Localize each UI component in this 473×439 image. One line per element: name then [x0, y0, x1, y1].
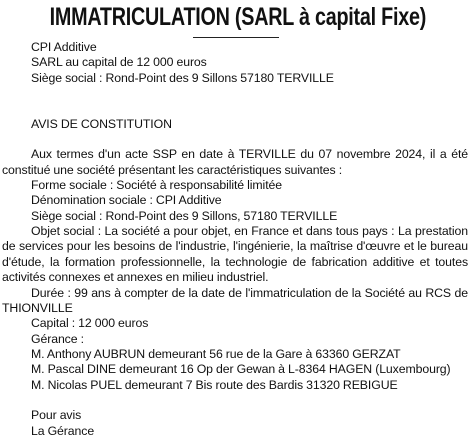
gerance-label: Gérance : [31, 331, 84, 346]
notice-heading: AVIS DE CONSTITUTION [31, 116, 172, 131]
gerant-item: M. Pascal DINE demeurant 16 Op der Gewan à L-8364 HAGEN (Luxembourg) [31, 362, 451, 377]
document-title: IMMATRICULATION (SARL à capital Fixe) [49, 3, 427, 31]
forme-sociale-line: Forme sociale : Société à responsabilité limitée [31, 178, 282, 193]
intro-paragraph: Aux termes d'un acte SSP en date à TERVILLE du 07 novembre 2024, il a été constitué une société présentant les caractéristiques suivantes : [2, 147, 468, 177]
denomination-line: Dénomination sociale : CPI Additive [31, 193, 222, 208]
spacer [2, 86, 468, 101]
legal-notice-body [2, 40, 468, 439]
closing-pour-avis: Pour avis [31, 408, 82, 423]
spacer [2, 101, 468, 116]
title-underline-divider [193, 37, 279, 38]
objet-social-paragraph: Objet social : La société a pour objet, en France et dans tous pays : La prestation de services pour les besoins de l'industrie, l'ingénierie, la maîtrise d'œuvre et le bureau d'étude, la formation professionnelle, la technologie de fabrication additive et toutes activités connexes et annexes en milieu industriel. [2, 224, 468, 285]
capital-line: Capital : 12 000 euros [31, 316, 149, 331]
spacer [2, 132, 468, 147]
header-registered-office: Siège social : Rond-Point des 9 Sillons 57180 TERVILLE [31, 70, 334, 85]
duree-paragraph: Durée : 99 ans à compter de la date de l'immatriculation de la Société au RCS de THIONVILLE [2, 285, 468, 315]
gerant-item: M. Anthony AUBRUN demeurant 56 rue de la Gare à 63360 GERZAT [31, 346, 401, 361]
gerant-item: M. Nicolas PUEL demeurant 7 Bis route des Bardis 31320 REBIGUE [31, 377, 398, 392]
spacer [2, 393, 468, 408]
siege-social-line: Siège social : Rond-Point des 9 Sillons, 57180 TERVILLE [31, 208, 338, 223]
header-company-capital: SARL au capital de 12 000 euros [31, 55, 207, 70]
closing-signature: La Gérance [31, 423, 95, 438]
header-company-name: CPI Additive [31, 40, 97, 54]
